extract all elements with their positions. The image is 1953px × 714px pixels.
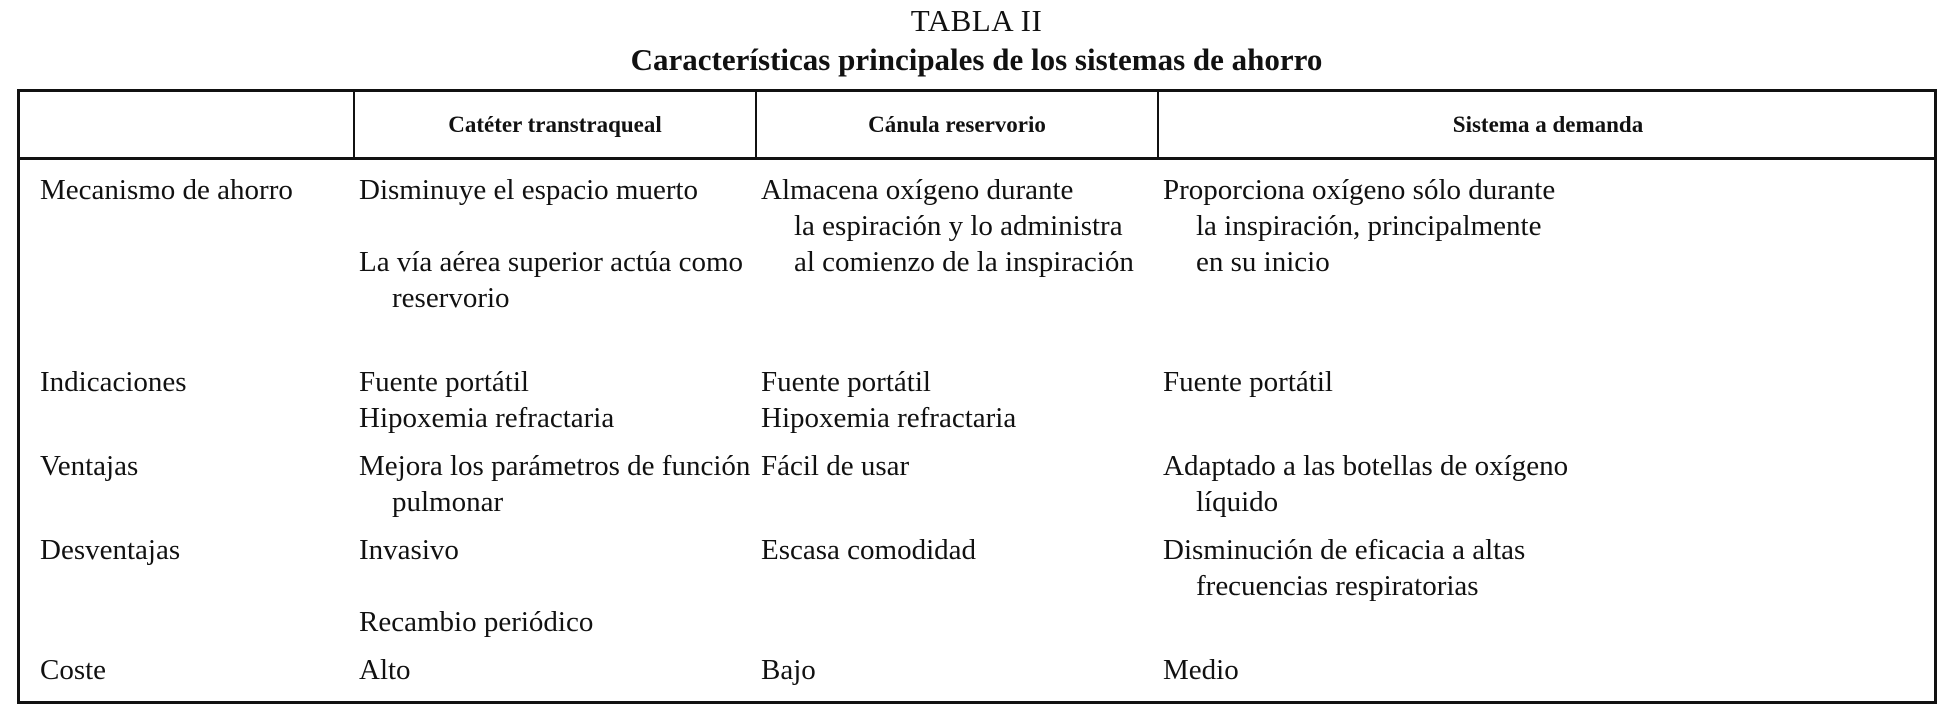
cell-text: en su inicio bbox=[1196, 246, 1330, 278]
cell-text: la inspiración, principalmente bbox=[1196, 210, 1542, 242]
cell-desventajas-canula bbox=[761, 532, 976, 568]
cell-text: Proporciona oxígeno sólo durante bbox=[1163, 174, 1556, 206]
cell-text: al comienzo de la inspiración bbox=[794, 246, 1134, 278]
cell-text: Disminuye el espacio muerto bbox=[359, 174, 699, 206]
cell-coste-demanda: Medio bbox=[1163, 654, 1239, 686]
cell-text: Hipoxemia refractaria bbox=[761, 402, 1017, 434]
cell-text: la espiración y lo administra bbox=[794, 210, 1123, 242]
cell-text: Fuente portátil bbox=[359, 366, 529, 398]
cell-text: Fácil de usar bbox=[761, 450, 910, 482]
cell-text: Invasivo bbox=[359, 534, 459, 566]
row-label-mecanismo: Mecanismo de ahorro bbox=[40, 174, 293, 206]
cell-text: Recambio periódico bbox=[359, 606, 594, 638]
row-label-desventajas: Desventajas bbox=[40, 534, 181, 566]
cell-text: frecuencias respiratorias bbox=[1196, 570, 1479, 602]
cell-desventajas-demanda bbox=[1163, 532, 1525, 604]
cell-mecanismo-demanda bbox=[1163, 172, 1555, 280]
cell-indicaciones-demanda bbox=[1163, 364, 1333, 400]
cell-coste-cateter: Alto bbox=[359, 654, 411, 686]
savings-systems-table bbox=[17, 89, 1937, 704]
cell-text: La vía aérea superior actúa como bbox=[359, 246, 744, 278]
cell-text: Hipoxemia refractaria bbox=[359, 402, 615, 434]
cell-indicaciones-canula bbox=[761, 364, 1016, 436]
header-sistema-demanda: Sistema a demanda bbox=[1452, 112, 1644, 137]
cell-text: Escasa comodidad bbox=[761, 534, 977, 566]
table-label: TABLA II bbox=[910, 3, 1043, 38]
header-cateter-transtraqueal: Catéter transtraqueal bbox=[448, 112, 662, 137]
cell-mecanismo-canula bbox=[761, 172, 1134, 280]
table-title: Características principales de los sistemas de ahorro bbox=[630, 42, 1323, 77]
table-header-row bbox=[20, 92, 1934, 160]
cell-text: Fuente portátil bbox=[1163, 366, 1333, 398]
cell-text: Mejora los parámetros de función bbox=[359, 450, 751, 482]
cell-text: Adaptado a las botellas de oxígeno bbox=[1163, 450, 1569, 482]
header-empty bbox=[20, 92, 353, 157]
cell-text: reservorio bbox=[392, 282, 510, 314]
cell-text: Almacena oxígeno durante bbox=[761, 174, 1074, 206]
cell-coste-canula: Bajo bbox=[761, 654, 816, 686]
cell-ventajas-canula bbox=[761, 448, 909, 484]
cell-indicaciones-cateter bbox=[359, 364, 614, 436]
row-label-ventajas: Ventajas bbox=[40, 450, 139, 482]
cell-mecanismo-cateter bbox=[359, 172, 743, 316]
header-canula-reservorio: Cánula reservorio bbox=[868, 112, 1046, 137]
cell-text: Disminución de eficacia a altas bbox=[1163, 534, 1526, 566]
row-label-indicaciones: Indicaciones bbox=[40, 366, 187, 398]
cell-ventajas-cateter bbox=[359, 448, 750, 520]
cell-text: pulmonar bbox=[392, 486, 504, 518]
cell-text: Fuente portátil bbox=[761, 366, 931, 398]
row-label-coste: Coste bbox=[40, 654, 107, 686]
cell-desventajas-cateter bbox=[359, 532, 593, 640]
cell-ventajas-demanda bbox=[1163, 448, 1568, 520]
cell-text: líquido bbox=[1196, 486, 1279, 518]
